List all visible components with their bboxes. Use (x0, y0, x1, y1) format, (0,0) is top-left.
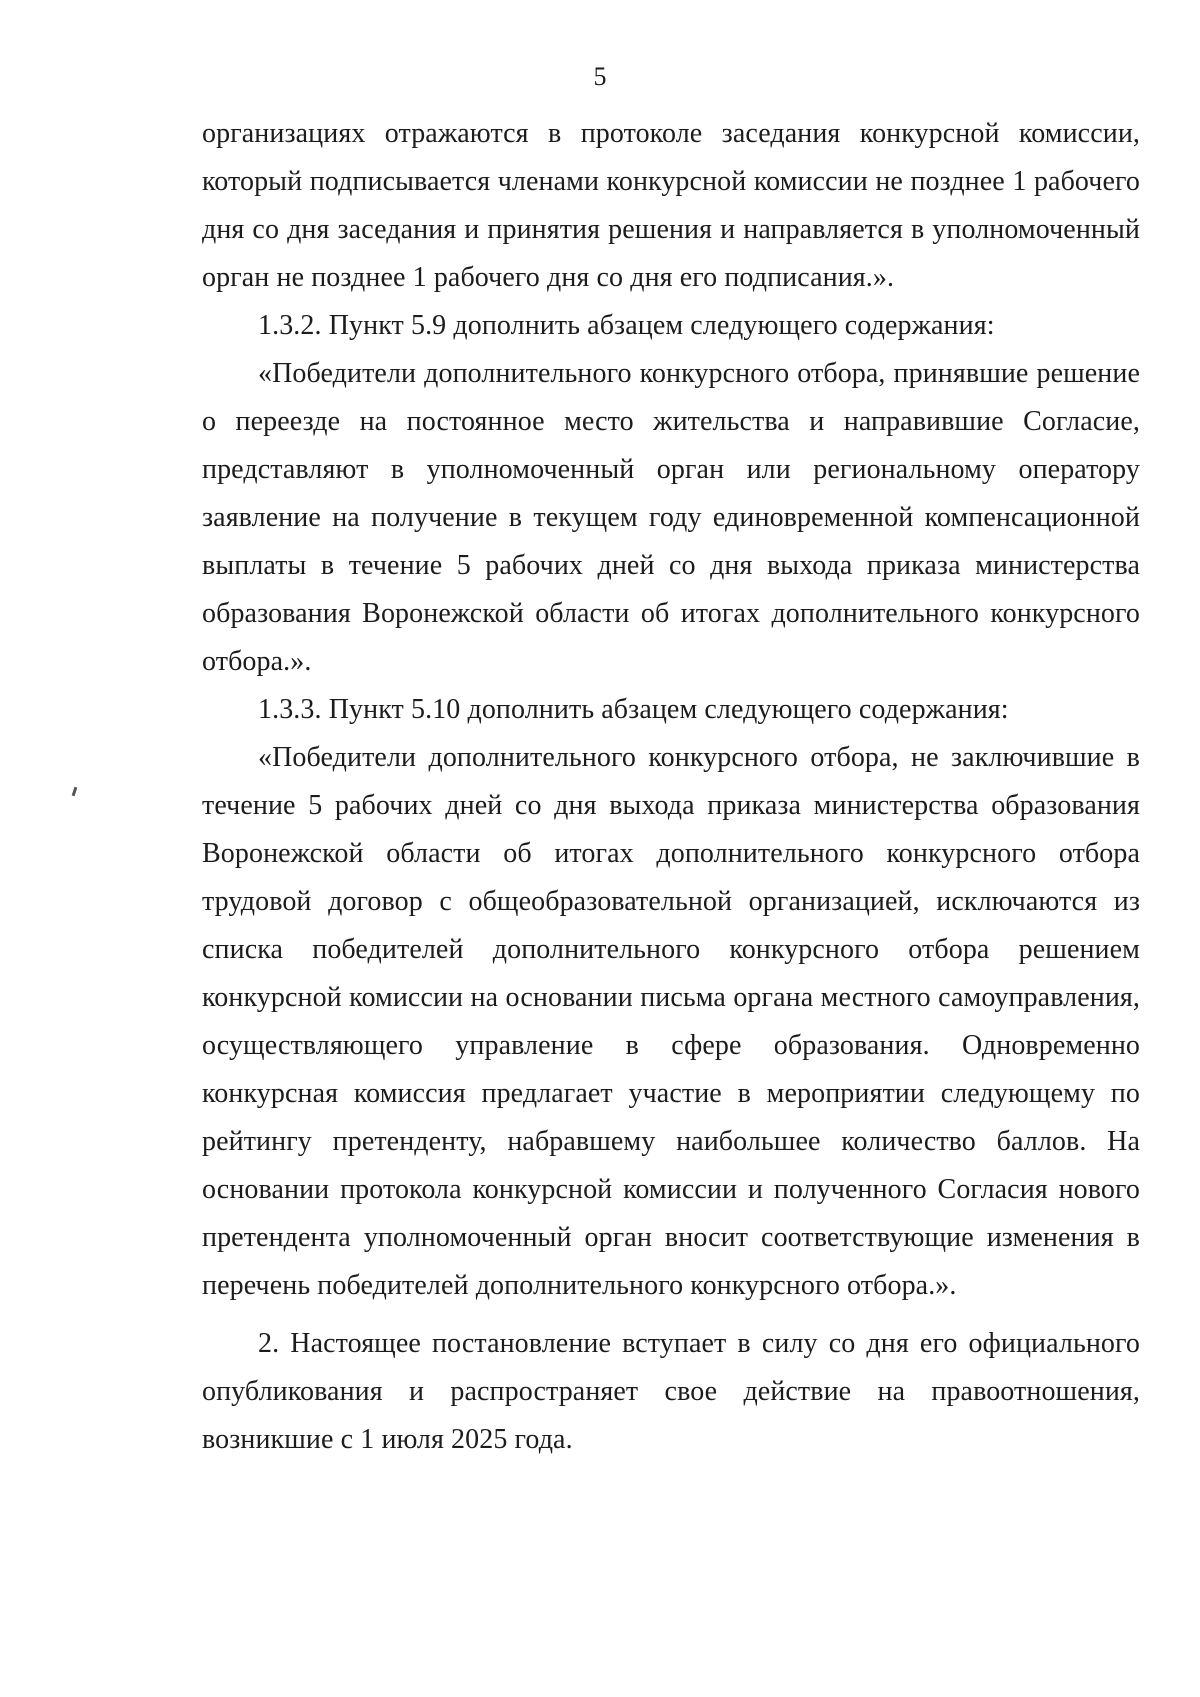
paragraph-clause-1-3-3: 1.3.3. Пункт 5.10 дополнить абзацем следующего содержания: (258, 694, 1009, 725)
paragraph-continuation: организациях отражаются в протоколе заседания конкурсной комиссии, который подписывается членами конкурсной комиссии не позднее 1 рабочего дня со дня заседания и принятия решения и направляется в уполномоченный орган не позднее 1 рабочего дня со дня его подписания.». (202, 118, 1140, 293)
paragraph-clause-1-3-2: 1.3.2. Пункт 5.9 дополнить абзацем следующего содержания: (258, 310, 995, 341)
page-number: 5 (593, 62, 607, 91)
margin-mark (72, 787, 78, 796)
paragraph-quote-5-9: «Победители дополнительного конкурсного отбора, принявшие решение о переезде на постоянное место жительства и направившие Согласие, представляют в уполномоченный орган или региональному оператору заявление на получение в текущем году единовременной компенсационной выплаты в течение 5 рабочих дней со дня выхода приказа министерства образования Воронежской области об итогах дополнительного конкурсного отбора.». (202, 358, 1140, 677)
paragraph-quote-5-10: «Победители дополнительного конкурсного отбора, не заключившие в течение 5 рабочих дней со дня выхода приказа министерства образования Воронежской области об итогах дополнительного конкурсного отбора трудовой договор с общеобразовательной организацией, исключаются из списка победителей дополнительного конкурсного отбора решением конкурсной комиссии на основании письма органа местного самоуправления, осуществляющего управление в сфере образования. Одновременно конкурсная комиссия предлагает участие в мероприятии следующему по рейтингу претенденту, набравшему наибольшее количество баллов. На основании протокола конкурсной комиссии и полученного Согласия нового претендента уполномоченный орган вносит соответствующие изменения в перечень победителей дополнительного конкурсного отбора.». (202, 742, 1140, 1301)
document-body (202, 110, 1140, 1464)
paragraph-clause-2-effective-date: 2. Настоящее постановление вступает в силу со дня его официального опубликования и распространяет свое действие на правоотношения, возникшие с 1 июля 2025 года. (202, 1328, 1140, 1455)
